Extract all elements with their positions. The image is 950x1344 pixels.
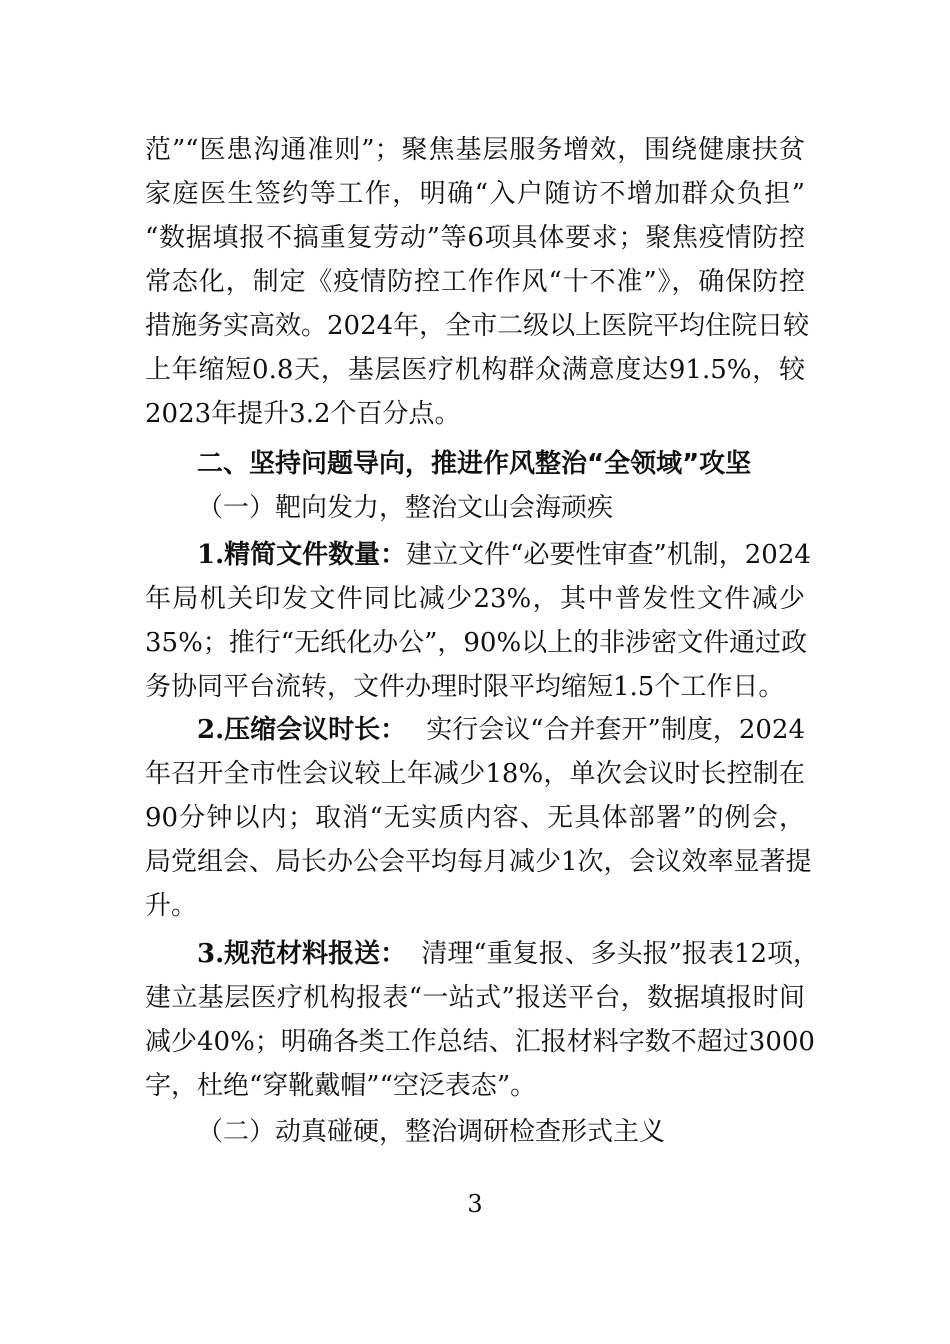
item-title: 2.压缩会议时长： [197,715,407,745]
item-text: 实行会议“合并套开”制度，2024 [426,715,805,745]
paragraph-line: 90分钟以内；取消“无实质内容、无具体部署”的例会， [145,803,805,833]
section-heading: 二、坚持问题导向，推进作风整治“全领域”攻坚 [197,449,752,479]
paragraph-line: 上年缩短0.8天，基层医疗机构群众满意度达91.5%，较 [145,355,805,385]
paragraph-line: 字，杜绝“穿靴戴帽”“空泛表态”。 [145,1071,537,1101]
paragraph-line: 局党组会、局长办公会平均每月减少1次，会议效率显著提 [145,847,812,877]
subheading: （一）靶向发力，整治文山会海顽疾 [197,493,614,523]
item-text: 清理“重复报、多头报”报表12项， [421,939,819,969]
paragraph-line: 年局机关印发文件同比减少23%，其中普发性文件减少 [145,584,805,614]
subheading: （二）动真碰硬，整治调研检查形式主义 [197,1117,666,1147]
paragraph-line: 2023年提升3.2个百分点。 [145,399,461,429]
paragraph-line: 务协同平台流转，文件办理时限平均缩短1.5个工作日。 [145,672,785,702]
paragraph-line: 年召开全市性会议较上年减少18%，单次会议时长控制在 [145,759,805,789]
item-title: 1.精简文件数量： [197,540,407,570]
paragraph-line: 减少40%；明确各类工作总结、汇报材料字数不超过3000 [145,1027,815,1057]
paragraph-line: 35%；推行“无纸化办公”，90%以上的非涉密文件通过政 [145,628,808,658]
page-number: 3 [467,1190,483,1218]
paragraph-line: 措施务实高效。2024年，全市二级以上医院平均住院日较 [145,311,810,341]
item-first-line [197,708,805,752]
paragraph-line: 建立基层医疗机构报表“一站式”报送平台，数据填报时间 [145,983,805,1013]
item-first-line [197,932,819,976]
paragraph-line: 常态化，制定《疫情防控工作作风“十不准”》，确保防控 [145,267,805,297]
item-text: 建立文件“必要性审查”机制，2024 [406,540,811,570]
paragraph-line: “数据填报不搞重复劳动”等6项具体要求；聚焦疫情防控 [145,223,805,253]
paragraph-line: 家庭医生签约等工作，明确“入户随访不增加群众负担” [145,179,805,209]
item-title: 3.规范材料报送： [197,939,407,969]
paragraph-line: 升。 [145,891,198,921]
paragraph-line: 范”“医患沟通准则”；聚焦基层服务增效，围绕健康扶贫 [145,135,805,165]
item-first-line [197,533,811,577]
